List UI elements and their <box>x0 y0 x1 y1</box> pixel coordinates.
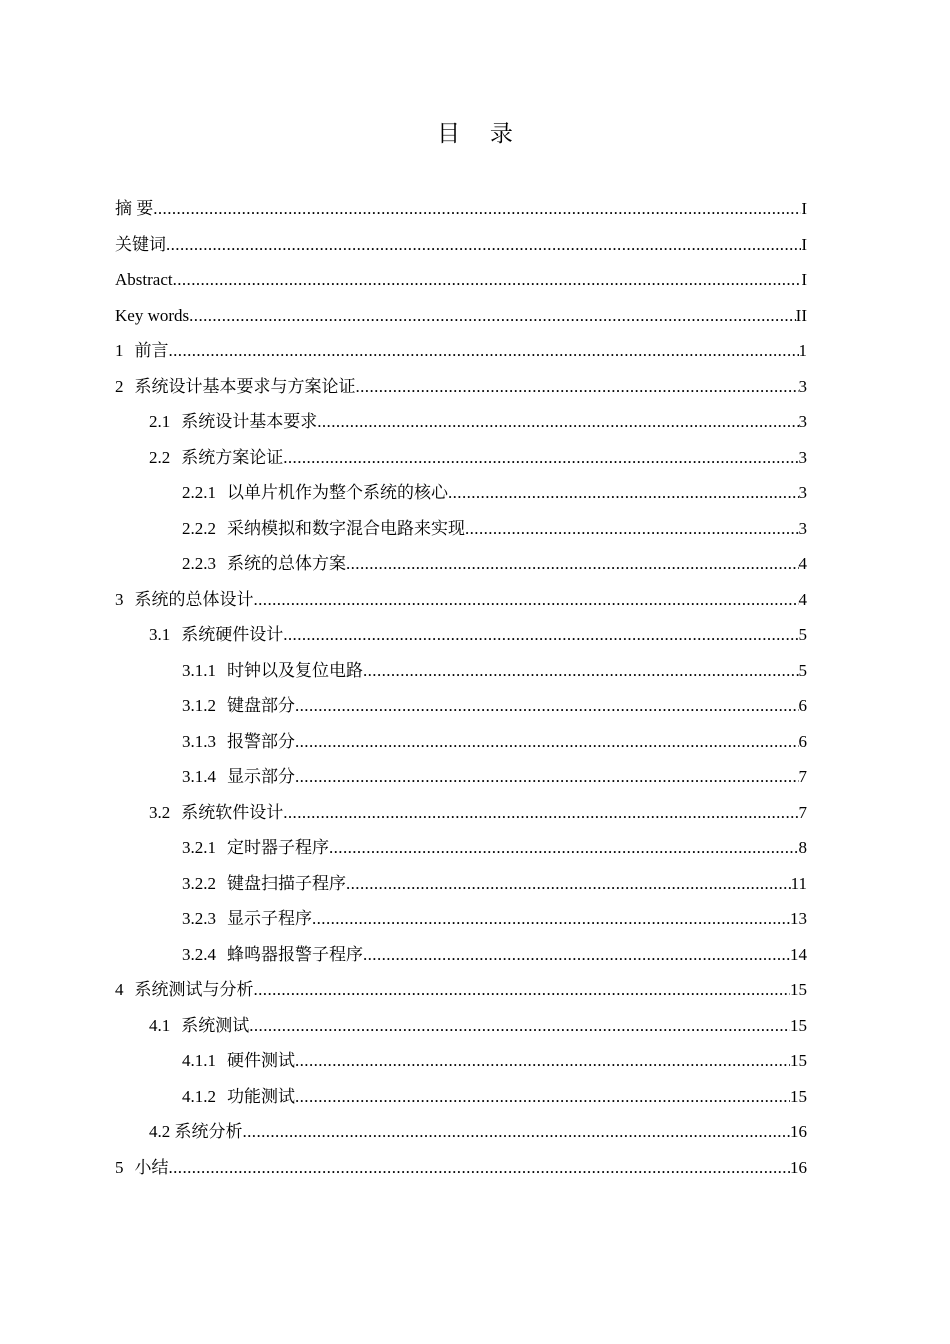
toc-entry-text: 键盘部分 <box>227 696 295 715</box>
toc-entry[interactable] <box>115 795 807 831</box>
toc-page-number: 15 <box>790 980 807 999</box>
toc-page-number: 7 <box>798 767 807 786</box>
toc-page-number: 16 <box>790 1157 807 1177</box>
toc-entry-text: 前言 <box>134 341 169 360</box>
toc-title: 目 录 <box>437 121 525 146</box>
toc-entry-label <box>182 830 329 866</box>
toc-entry-number: 3.1.1 <box>182 660 216 680</box>
toc-entry[interactable] <box>115 901 807 937</box>
toc-page-number: 13 <box>790 909 807 928</box>
toc-page-number: II <box>795 305 807 325</box>
toc-dot-leader <box>283 440 798 476</box>
toc-page-number: 6 <box>798 696 807 715</box>
toc-entry[interactable] <box>115 1043 807 1079</box>
toc-dot-leader <box>283 617 798 653</box>
toc-entry[interactable] <box>115 937 807 973</box>
toc-dot-leader <box>317 404 798 440</box>
toc-entry-text: 小结 <box>134 1157 169 1177</box>
toc-entry-number: 3.2 <box>149 802 171 822</box>
toc-entry-label <box>149 1114 243 1150</box>
toc-entry-label <box>149 795 283 831</box>
toc-dot-leader <box>329 830 799 866</box>
toc-entry[interactable] <box>115 759 807 795</box>
toc-entry[interactable] <box>115 227 807 263</box>
toc-entry-text: 系统的总体方案 <box>227 554 346 573</box>
toc-entry[interactable] <box>115 653 807 689</box>
toc-entry-label <box>182 759 295 795</box>
toc-entry-label <box>182 475 448 511</box>
toc-entry-label <box>149 617 283 653</box>
toc-entry-number: 2.2.2 <box>182 518 216 538</box>
toc-entry-text: 系统方案论证 <box>181 447 284 467</box>
toc-entry[interactable] <box>115 1079 807 1115</box>
toc-page-number: 16 <box>790 1122 807 1141</box>
toc-dot-leader <box>346 866 791 902</box>
toc-entry-label <box>182 688 295 724</box>
toc-page-number: 4 <box>798 589 807 609</box>
toc-entry-number: 4.1 <box>149 1015 171 1035</box>
toc-page-number: I <box>801 199 807 218</box>
toc-entry[interactable] <box>115 262 807 298</box>
toc-entry-text: 摘 要 <box>115 199 154 218</box>
toc-dot-leader <box>363 653 799 689</box>
toc-entry-text: 蜂鸣器报警子程序 <box>227 944 363 964</box>
toc-page-number: 5 <box>798 625 807 644</box>
toc-entry-text: 报警部分 <box>227 731 295 751</box>
toc-entry-label <box>182 511 465 547</box>
toc-entry[interactable] <box>115 475 807 511</box>
toc-page-number: 14 <box>790 944 807 964</box>
toc-entry[interactable] <box>115 724 807 760</box>
toc-page-number: 15 <box>790 1051 807 1070</box>
toc-entry[interactable] <box>115 1150 807 1186</box>
toc-page-number: 3 <box>798 376 807 396</box>
toc-entry-label <box>115 298 189 334</box>
toc-entry[interactable] <box>115 830 807 866</box>
toc-entry[interactable] <box>115 404 807 440</box>
toc-entry-label <box>149 1008 249 1044</box>
toc-entry-text: Abstract <box>115 270 173 289</box>
toc-entry-text: 系统测试与分析 <box>134 980 254 999</box>
toc-entry-text: 系统软件设计 <box>181 802 284 822</box>
toc-entry[interactable] <box>115 333 807 369</box>
toc-dot-leader <box>295 759 799 795</box>
toc-entry-number: 5 <box>115 1157 124 1177</box>
toc-entry[interactable] <box>115 546 807 582</box>
toc-entry-label <box>115 582 254 618</box>
toc-entry[interactable] <box>115 1114 807 1150</box>
toc-entry-number: 4.1.1 <box>182 1051 216 1070</box>
toc-dot-leader <box>166 227 801 263</box>
toc-dot-leader <box>153 191 801 227</box>
toc-entry-number: 3.1.2 <box>182 696 216 715</box>
toc-page-number: 3 <box>798 483 807 502</box>
toc-entry-number: 3.2.3 <box>182 909 216 928</box>
toc-page-number: 1 <box>798 341 807 360</box>
toc-entry-number: 3.1.4 <box>182 767 216 786</box>
toc-entry-label <box>182 1079 295 1115</box>
toc-entry-text: 定时器子程序 <box>227 838 329 857</box>
toc-entry-text: 4.2 系统分析 <box>149 1122 243 1141</box>
toc-page-number: 3 <box>798 447 807 467</box>
toc-page-number: 6 <box>798 731 807 751</box>
toc-entry-label <box>115 333 169 369</box>
toc-entry-number: 3.2.2 <box>182 873 216 893</box>
toc-page-number: 15 <box>790 1086 807 1106</box>
toc-entry-number: 4 <box>115 980 124 999</box>
toc-entry-text: 时钟以及复位电路 <box>227 660 363 680</box>
toc-entry[interactable] <box>115 511 807 547</box>
toc-dot-leader <box>169 1150 791 1186</box>
toc-entry-number: 4.1.2 <box>182 1086 216 1106</box>
toc-entry-label <box>115 1150 169 1186</box>
toc-list <box>115 191 807 1185</box>
toc-dot-leader <box>295 1043 790 1079</box>
toc-dot-leader <box>243 1114 791 1150</box>
toc-dot-leader <box>283 795 798 831</box>
toc-dot-leader <box>465 511 799 547</box>
toc-entry-label <box>182 724 295 760</box>
toc-entry-text: 采纳模拟和数字混合电路来实现 <box>227 518 465 538</box>
toc-entry-label <box>182 901 312 937</box>
toc-entry-label <box>182 866 346 902</box>
toc-entry-text: 显示子程序 <box>227 909 312 928</box>
toc-entry-text: 关键词 <box>115 234 166 254</box>
toc-entry[interactable] <box>115 582 807 618</box>
toc-page-number: 7 <box>798 802 807 822</box>
toc-entry-number: 3 <box>115 589 124 609</box>
toc-entry-label <box>115 369 356 405</box>
toc-entry-label <box>149 404 317 440</box>
toc-page-number: 3 <box>798 412 807 431</box>
toc-dot-leader <box>295 724 799 760</box>
toc-dot-leader <box>295 1079 790 1115</box>
toc-entry[interactable] <box>115 972 807 1008</box>
toc-entry-label <box>149 440 283 476</box>
toc-entry-label <box>115 262 173 298</box>
toc-entry-text: 系统设计基本要求与方案论证 <box>134 376 356 396</box>
toc-entry-number: 2.2.1 <box>182 483 216 502</box>
toc-dot-leader <box>448 475 799 511</box>
toc-entry[interactable] <box>115 191 807 227</box>
toc-entry-text: 系统测试 <box>181 1015 250 1035</box>
toc-entry[interactable] <box>115 688 807 724</box>
toc-entry-text: 系统硬件设计 <box>181 625 284 644</box>
toc-entry-text: 系统设计基本要求 <box>181 412 318 431</box>
toc-dot-leader <box>254 582 799 618</box>
toc-entry-label <box>115 191 153 227</box>
toc-dot-leader <box>295 688 799 724</box>
toc-dot-leader <box>356 369 799 405</box>
toc-entry-number: 3.1 <box>149 625 171 644</box>
toc-dot-leader <box>189 298 796 334</box>
toc-entry-number: 1 <box>115 341 124 360</box>
toc-entry-number: 2.2.3 <box>182 554 216 573</box>
toc-page-number: 4 <box>798 554 807 573</box>
toc-entry-label <box>182 937 363 973</box>
toc-entry-label <box>182 653 363 689</box>
toc-page-number: 8 <box>798 838 807 857</box>
toc-dot-leader <box>169 333 799 369</box>
toc-entry-text: 键盘扫描子程序 <box>227 873 346 893</box>
toc-entry-label <box>115 972 254 1008</box>
toc-dot-leader <box>254 972 791 1008</box>
toc-entry[interactable] <box>115 617 807 653</box>
toc-entry-number: 2.1 <box>149 412 171 431</box>
toc-dot-leader <box>346 546 799 582</box>
toc-entry-label <box>182 546 346 582</box>
toc-entry-text: 硬件测试 <box>227 1051 295 1070</box>
toc-entry[interactable] <box>115 440 807 476</box>
toc-entry-number: 3.2.4 <box>182 944 216 964</box>
toc-dot-leader <box>249 1008 790 1044</box>
toc-page-number: I <box>801 270 807 289</box>
toc-entry-text: 显示部分 <box>227 767 295 786</box>
toc-entry-number: 3.1.3 <box>182 731 216 751</box>
toc-page-number: 11 <box>790 873 807 893</box>
toc-page-number: I <box>801 234 807 254</box>
toc-entry-label <box>115 227 166 263</box>
toc-entry[interactable] <box>115 369 807 405</box>
toc-entry-text: 以单片机作为整个系统的核心 <box>227 483 448 502</box>
toc-entry-label <box>182 1043 295 1079</box>
toc-dot-leader <box>173 262 802 298</box>
toc-entry[interactable] <box>115 866 807 902</box>
toc-entry-number: 2 <box>115 376 124 396</box>
toc-entry-number: 2.2 <box>149 447 171 467</box>
toc-entry-text: 系统的总体设计 <box>134 589 254 609</box>
toc-entry[interactable] <box>115 298 807 334</box>
toc-dot-leader <box>363 937 790 973</box>
toc-entry-text: Key words <box>115 305 190 325</box>
toc-page-number: 15 <box>790 1015 807 1035</box>
toc-entry-text: 功能测试 <box>227 1086 295 1106</box>
toc-dot-leader <box>312 901 790 937</box>
toc-entry-number: 3.2.1 <box>182 838 216 857</box>
toc-page-number: 3 <box>798 518 807 538</box>
toc-entry[interactable] <box>115 1008 807 1044</box>
toc-page-number: 5 <box>798 660 807 680</box>
